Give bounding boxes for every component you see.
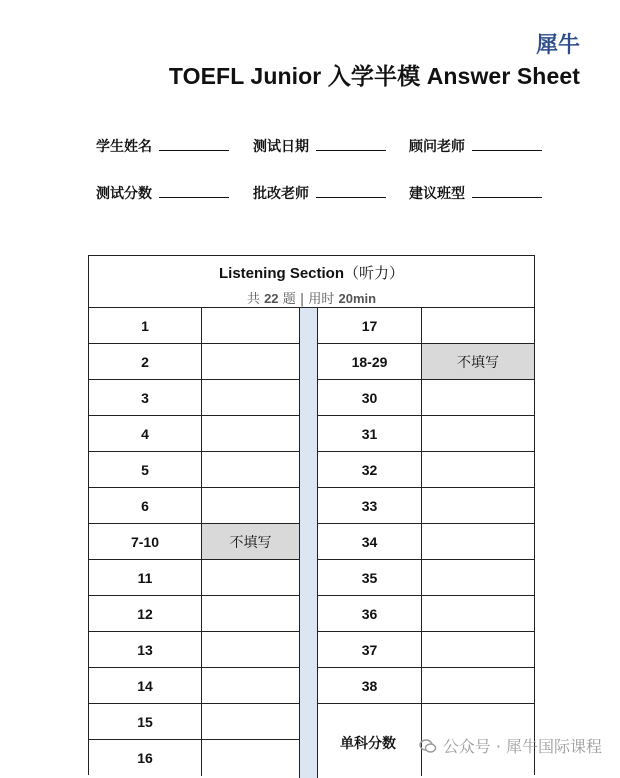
student-name-blank[interactable] (159, 137, 229, 151)
answer-sheet-table (88, 255, 535, 775)
answer-cell[interactable] (422, 596, 534, 632)
brand-logo-text: 犀牛 (535, 33, 580, 58)
question-number: 16 (89, 740, 202, 776)
grader-field (253, 183, 386, 203)
question-number: 12 (89, 596, 202, 632)
answer-cell[interactable] (202, 596, 299, 632)
page-title: TOEFL Junior 入学半模 Answer Sheet (168, 63, 580, 89)
wechat-icon (419, 737, 437, 755)
question-number: 34 (318, 524, 422, 560)
test-score-blank[interactable] (159, 184, 229, 198)
question-number: 5 (89, 452, 202, 488)
question-number: 30 (318, 380, 422, 416)
question-number: 6 (89, 488, 202, 524)
column-divider (299, 308, 318, 778)
answer-cell[interactable] (422, 308, 534, 344)
question-number: 14 (89, 668, 202, 704)
question-number: 7-10 (89, 524, 202, 560)
question-number: 35 (318, 560, 422, 596)
no-fill-cell: 不填写 (422, 344, 534, 380)
section-title (89, 262, 534, 283)
student-name-field (96, 136, 229, 156)
suggested-class-blank[interactable] (472, 184, 542, 198)
grader-label: 批改老师 (253, 186, 309, 202)
question-number: 1 (89, 308, 202, 344)
watermark-text: 公众号 · 犀牛国际课程 (442, 737, 602, 756)
score-label: 单科分数 (340, 736, 396, 752)
advisor-label: 顾问老师 (409, 139, 465, 155)
question-number: 11 (89, 560, 202, 596)
suggested-class-field (409, 183, 542, 203)
answer-cell[interactable] (422, 452, 534, 488)
section-subtitle (89, 288, 534, 307)
answer-cell[interactable] (202, 452, 299, 488)
advisor-blank[interactable] (472, 137, 542, 151)
question-number: 33 (318, 488, 422, 524)
answer-cell[interactable] (422, 416, 534, 452)
answer-cell[interactable] (202, 308, 299, 344)
question-number: 32 (318, 452, 422, 488)
answer-cell[interactable] (202, 488, 299, 524)
watermark (419, 734, 602, 757)
answer-cell[interactable] (202, 380, 299, 416)
question-number: 4 (89, 416, 202, 452)
no-fill-cell: 不填写 (202, 524, 299, 560)
duration: 20min (338, 291, 377, 306)
subtitle-prefix: 共 (246, 292, 260, 307)
grader-blank[interactable] (316, 184, 386, 198)
subtitle-mid: 题 | 用时 (282, 292, 335, 307)
question-number: 36 (318, 596, 422, 632)
question-count: 22 (264, 291, 279, 306)
answer-cell[interactable] (202, 668, 299, 704)
answer-cell[interactable] (422, 488, 534, 524)
section-header (89, 256, 534, 308)
answer-cell[interactable] (422, 560, 534, 596)
advisor-field (409, 136, 542, 156)
suggested-class-label: 建议班型 (409, 186, 465, 202)
answer-cell[interactable] (202, 560, 299, 596)
student-name-label: 学生姓名 (96, 139, 152, 155)
question-number: 2 (89, 344, 202, 380)
section-title-zh: （听力） (344, 264, 405, 282)
answer-cell[interactable] (202, 416, 299, 452)
answer-cell[interactable] (202, 632, 299, 668)
section-title-en: Listening Section (218, 265, 344, 282)
test-score-field (96, 183, 229, 203)
question-number: 13 (89, 632, 202, 668)
test-score-label: 测试分数 (96, 186, 152, 202)
question-number: 37 (318, 632, 422, 668)
question-number: 31 (318, 416, 422, 452)
test-date-label: 测试日期 (253, 139, 309, 155)
answer-cell[interactable] (422, 380, 534, 416)
test-date-field (253, 136, 386, 156)
question-number: 38 (318, 668, 422, 704)
test-date-blank[interactable] (316, 137, 386, 151)
answer-cell[interactable] (202, 704, 299, 740)
answer-cell[interactable] (202, 344, 299, 380)
answer-cell[interactable] (422, 524, 534, 560)
question-number: 17 (318, 308, 422, 344)
answer-cell[interactable] (422, 632, 534, 668)
question-number: 3 (89, 380, 202, 416)
question-number: 18-29 (318, 344, 422, 380)
answer-cell[interactable] (422, 668, 534, 704)
question-number: 15 (89, 704, 202, 740)
